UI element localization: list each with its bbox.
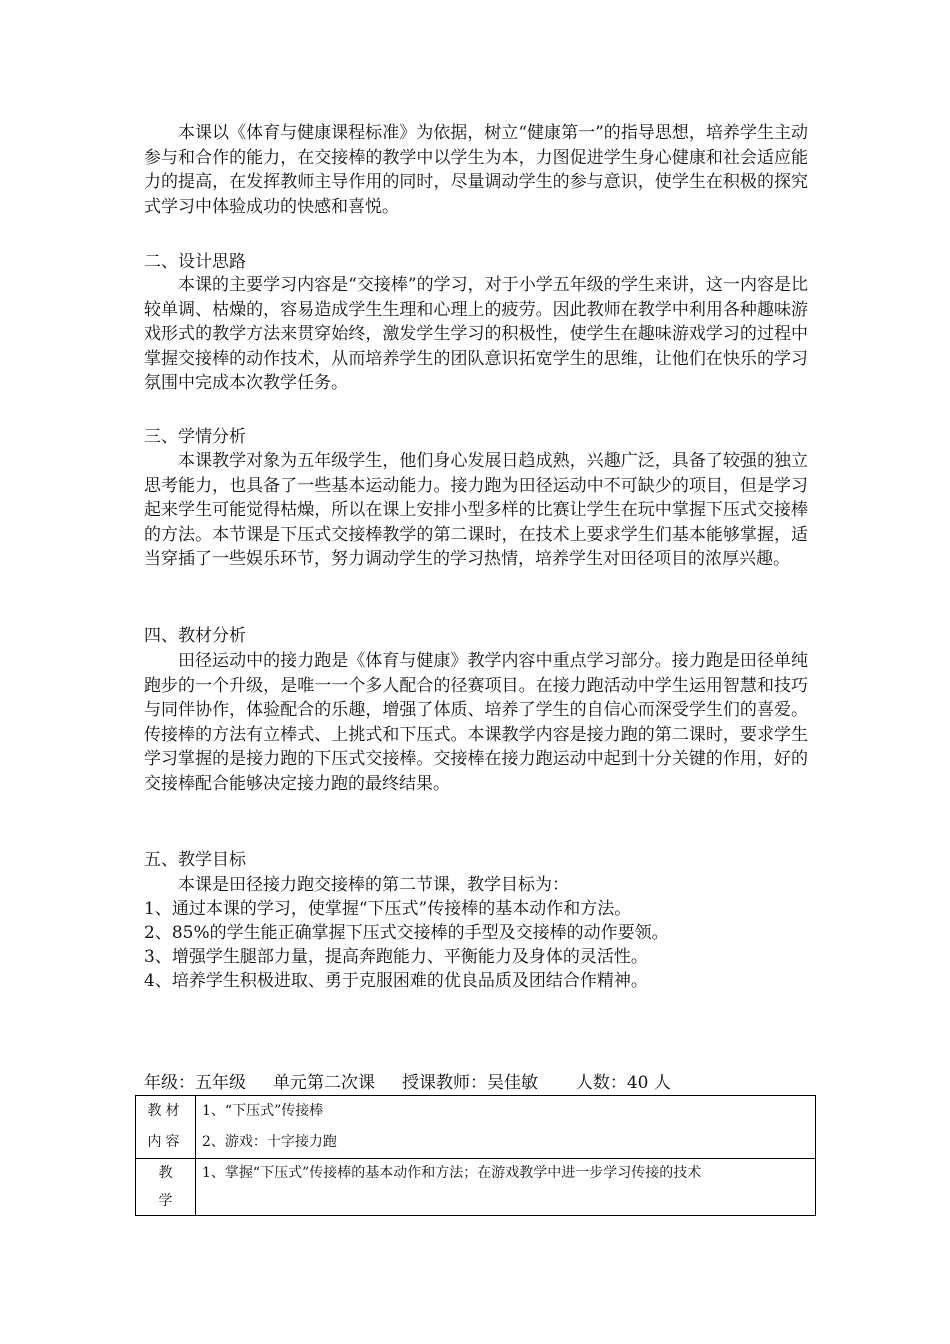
goals-intro: 本课是田径接力跑交接棒的第二节课，教学目标为：	[178, 875, 569, 895]
material-heading: 四、教材分析	[144, 626, 246, 646]
analysis-heading: 三、学情分析	[144, 427, 246, 447]
content-line: 2、游戏：十字接力跑	[202, 1134, 337, 1150]
table-row	[136, 1096, 816, 1159]
content-label-top: 教材	[147, 1103, 184, 1119]
intro-paragraph: 本课以《体育与健康课程标准》为依据，树立“健康第一”的指导思想，培养学生主动参与和合作的能力，在交接棒的教学中以学生为本，力图促进学生身心健康和社会适应能力的提高，在发挥教师主导作用的同时，尽量调动学生的参与意识，使学生在积极的探究式学习中体验成功的快感和喜悦。	[144, 123, 808, 217]
goal-item: 3、增强学生腿部力量，提高奔跑能力、平衡能力及身体的灵活性。	[144, 947, 648, 967]
content-line: 1、“下压式”传接棒	[202, 1103, 324, 1119]
lesson-table	[135, 1095, 816, 1216]
design-heading: 二、设计思路	[144, 252, 246, 272]
goal-item: 2、85%的学生能正确掌握下压式交接棒的手型及交接棒的动作要领。	[144, 923, 669, 943]
content-label-bottom: 内容	[147, 1134, 184, 1150]
goals-heading: 五、教学目标	[144, 850, 246, 870]
goal-label-top: 教	[158, 1165, 173, 1181]
content-cell	[196, 1096, 816, 1159]
goal-label-bottom: 学	[158, 1193, 173, 1209]
goal-item: 1、通过本课的学习，使掌握“下压式”传接棒的基本动作和方法。	[144, 899, 632, 919]
design-paragraph: 本课的主要学习内容是“交接棒”的学习，对于小学五年级的学生来讲，这一内容是比较单调、枯燥的，容易造成学生生理和心理上的疲劳。因此教师在教学中利用各种趣味游戏形式的教学方法来贯穿始终，激发学生学习的积极性，使学生在趣味游戏学习的过程中掌握交接棒的动作技术，从而培养学生的团队意识拓宽学生的思维，让他们在快乐的学习氛围中完成本次教学任务。	[144, 275, 808, 393]
class-info-line: 年级：五年级 单元第二次课 授课教师：吴佳敏 人数：40 人	[144, 1073, 671, 1093]
material-paragraph: 田径运动中的接力跑是《体育与健康》教学内容中重点学习部分。接力跑是田径单纯跑步的一个升级，是唯一一个多人配合的径赛项目。在接力跑活动中学生运用智慧和技巧与同伴协作，体验配合的乐趣，增强了体质、培养了学生的自信心而深受学生们的喜爱。传接棒的方法有立棒式、上挑式和下压式。本课教学内容是接力跑的第二课时，要求学生学习掌握的是接力跑的下压式交接棒。交接棒在接力跑运动中起到十分关键的作用，好的交接棒配合能够决定接力跑的最终结果。	[144, 651, 808, 794]
goal-item: 4、培养学生积极进取、勇于克服困难的优良品质及团结合作精神。	[144, 971, 648, 991]
goal-label-cell	[136, 1159, 196, 1216]
analysis-paragraph: 本课教学对象为五年级学生，他们身心发展日趋成熟，兴趣广泛，具备了较强的独立思考能力，也具备了一些基本运动能力。接力跑为田径运动中不可缺少的项目，但是学习起来学生可能觉得枯燥，所以在课上安排小型多样的比赛让学生在玩中掌握下压式交接棒的方法。本节课是下压式交接棒教学的第二课时，在技术上要求学生们基本能够掌握，适当穿插了一些娱乐环节，努力调动学生的学习热情，培养学生对田径项目的浓厚兴趣。	[144, 451, 808, 569]
content-label-cell	[136, 1096, 196, 1159]
table-row	[136, 1159, 816, 1216]
goal-cell	[196, 1159, 816, 1216]
goal-line: 1、掌握“下压式”传接棒的基本动作和方法；在游戏教学中进一步学习传接的技术	[202, 1165, 702, 1181]
